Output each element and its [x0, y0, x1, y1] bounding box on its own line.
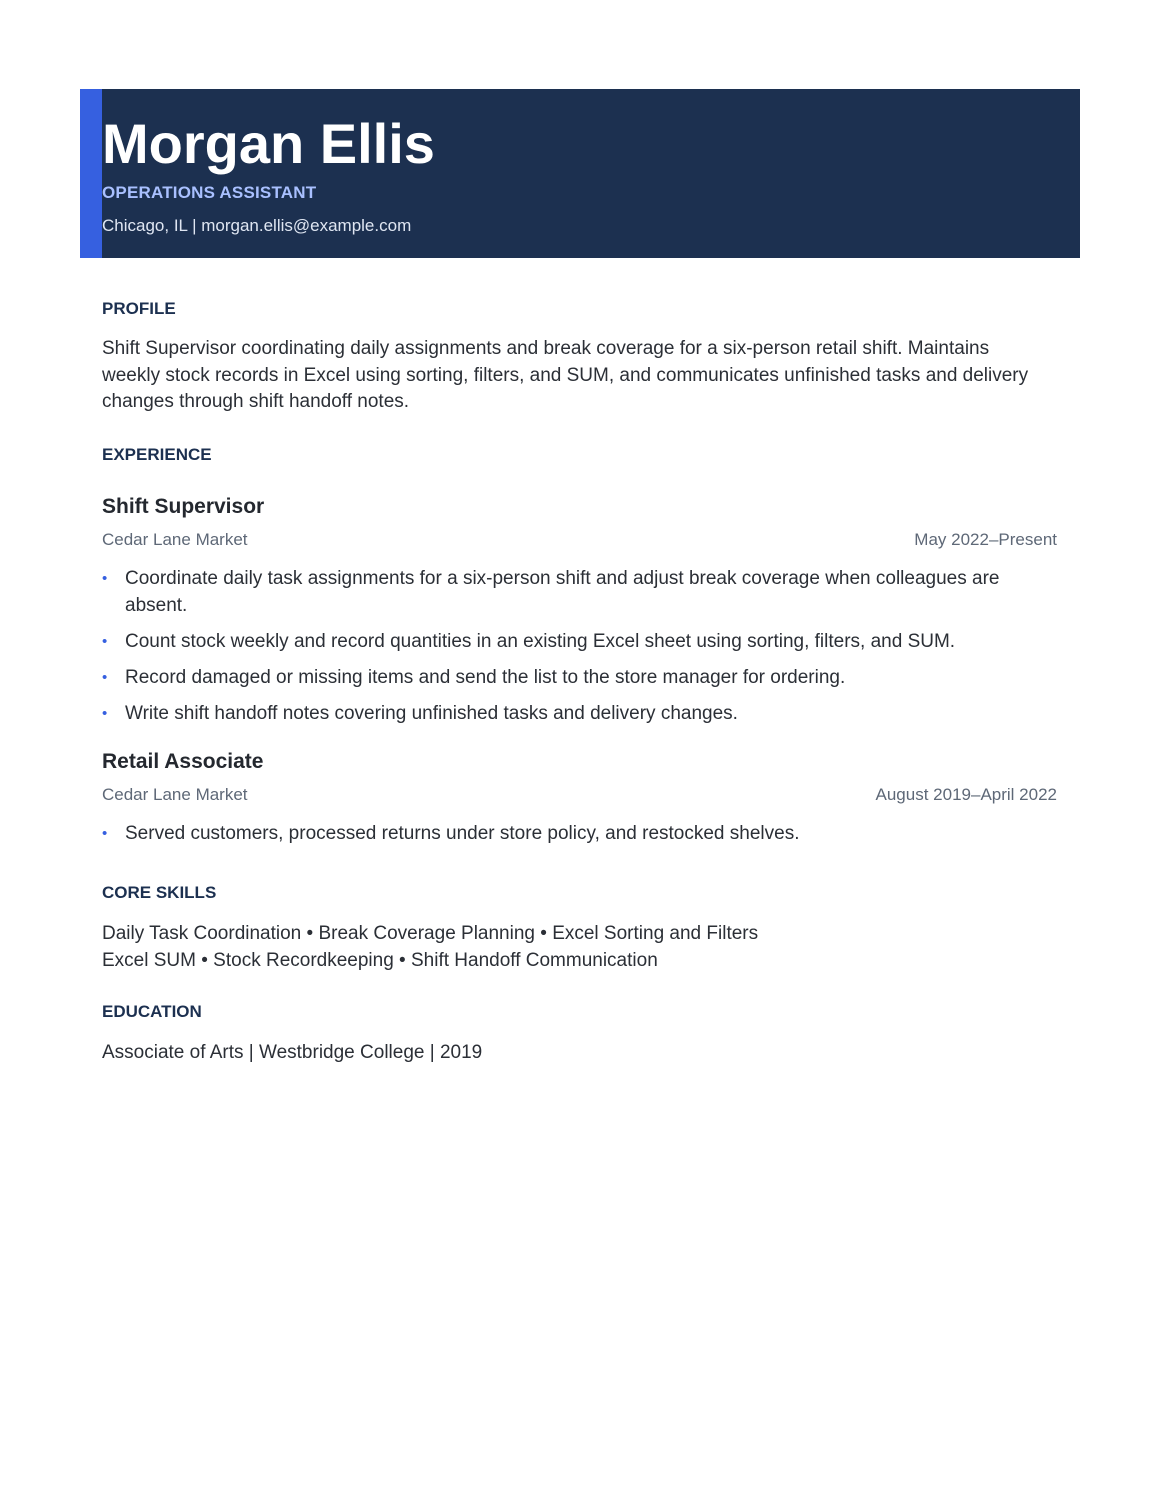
- job-company: Cedar Lane Market: [102, 530, 248, 549]
- skills-heading: CORE SKILLS: [102, 883, 217, 902]
- skills-line: Daily Task Coordination • Break Coverage Planning • Excel Sorting and Filters: [102, 923, 759, 944]
- skills-line: Excel SUM • Stock Recordkeeping • Shift Handoff Communication: [102, 950, 658, 971]
- experience-heading: EXPERIENCE: [102, 445, 212, 464]
- job-bullet-list: [102, 565, 1057, 736]
- bullet-text: Record damaged or missing items and send the list to the store manager for ordering.: [125, 667, 846, 688]
- header-accent-bar: [80, 89, 102, 258]
- list-item: [102, 628, 1057, 655]
- contact-info: Chicago, IL | morgan.ellis@example.com: [102, 216, 412, 235]
- job-title: Shift Supervisor: [102, 495, 265, 518]
- job-company: Cedar Lane Market: [102, 785, 248, 804]
- job-title: Retail Associate: [102, 750, 264, 773]
- list-item: [102, 820, 1057, 847]
- bullet-icon: •: [102, 825, 108, 842]
- bullet-text: Count stock weekly and record quantities in an existing Excel sheet using sorting, filters, and SUM.: [125, 631, 956, 652]
- bullet-text: Coordinate daily task assignments for a six-person shift and adjust break coverage when colleagues are absent.: [125, 568, 1000, 616]
- education-entry: Associate of Arts | Westbridge College | 2019: [102, 1042, 483, 1063]
- job-meta: [102, 529, 1057, 551]
- bullet-text: Served customers, processed returns under store policy, and restocked shelves.: [125, 823, 800, 844]
- candidate-role: OPERATIONS ASSISTANT: [102, 183, 317, 202]
- profile-heading: PROFILE: [102, 299, 176, 318]
- list-item: [102, 664, 1057, 691]
- job-bullet-list: [102, 820, 1057, 856]
- bullet-text: Write shift handoff notes covering unfinished tasks and delivery changes.: [125, 703, 738, 724]
- list-item: [102, 565, 1057, 619]
- resume-header: [80, 89, 1080, 258]
- bullet-icon: •: [102, 669, 108, 686]
- education-heading: EDUCATION: [102, 1002, 202, 1021]
- candidate-name: Morgan Ellis: [102, 112, 435, 175]
- job-dates: May 2022–Present: [914, 530, 1057, 549]
- bullet-icon: •: [102, 633, 108, 650]
- bullet-icon: •: [102, 570, 108, 587]
- list-item: [102, 700, 1057, 727]
- profile-summary: Shift Supervisor coordinating daily assignments and break coverage for a six-person retail shift. Maintains weekly stock records in Excel using sorting, filters, and SUM, and communicates unfinished tasks and delivery changes through shift handoff notes.: [102, 338, 1029, 412]
- job-meta: [102, 784, 1057, 806]
- job-dates: August 2019–April 2022: [875, 785, 1057, 804]
- bullet-icon: •: [102, 705, 108, 722]
